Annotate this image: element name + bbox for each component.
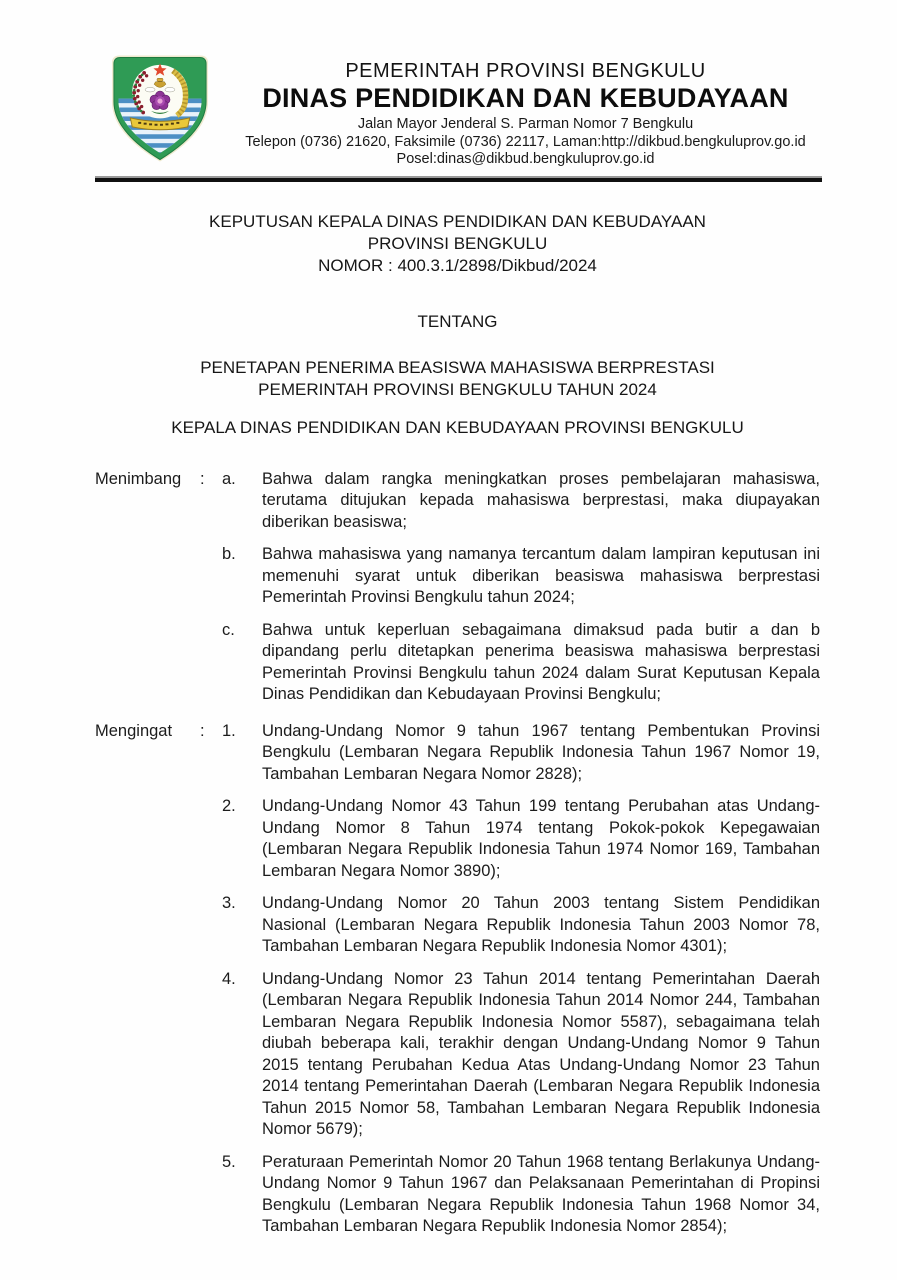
letterhead-contact: Telepon (0736) 21620, Faksimile (0736) 22117, Laman:http://dikbud.bengkuluprov.go.id xyxy=(245,133,806,150)
section-label: Menimbang xyxy=(95,469,182,488)
section-colon: : xyxy=(200,721,205,740)
legal-basis-item xyxy=(95,969,820,1141)
item-marker: a. xyxy=(222,469,236,488)
section-mengingat xyxy=(95,721,820,1238)
decree-body xyxy=(95,469,820,1238)
item-text: Undang-Undang Nomor 23 Tahun 2014 tentang Pemerintahan Daerah (Lembaran Negara Republik Indonesia Tahun 2014 Nomor 244, Tambahan Lembaran Negara Republik Indonesia Nomor 5587), sebagaimana telah diubah beberapa kali, terakhir dengan Undang-Undang Nomor 9 Tahun 2015 tentang Perubahan Kedua Atas Undang-Undang Nomor 23 Tahun 2014 tentang Pemerintahan Daerah (Lembaran Negara Republik Indonesia Tahun 2015 Nomor 58, Tambahan Lembaran Negara Republik Indonesia Nomor 5679); xyxy=(262,969,820,1138)
title-block xyxy=(95,211,820,439)
shield-emblem-icon xyxy=(110,55,210,162)
section-colon: : xyxy=(200,469,205,488)
item-text: Peraturaan Pemerintah Nomor 20 Tahun 1968 tentang Berlakunya Undang-Undang Nomor 9 Tahun 1967 dan Pelaksanaan Pemerintahan di Propinsi Bengkulu (Lembaran Negara Republik Indonesia Tahun 1968 Nomor 34, Tambahan Lembaran Negara Republik Indonesia Nomor 2854); xyxy=(262,1152,820,1235)
section-label: Mengingat xyxy=(95,721,173,740)
letterhead-department: DINAS PENDIDIKAN DAN KEBUDAYAAN xyxy=(262,83,789,113)
item-marker: 2. xyxy=(222,797,236,815)
decree-title-line1: KEPUTUSAN KEPALA DINAS PENDIDIKAN DAN KEBUDAYAAN xyxy=(209,211,706,231)
consideration-item xyxy=(95,544,820,609)
item-marker: 3. xyxy=(222,894,236,912)
section-menimbang xyxy=(95,469,820,706)
item-marker: b. xyxy=(222,545,236,563)
decree-subject-line1: PENETAPAN PENERIMA BEASISWA MAHASISWA BERPRESTASI xyxy=(200,357,715,377)
item-marker: c. xyxy=(222,620,235,639)
letterhead-text xyxy=(210,55,847,169)
item-text: Bahwa untuk keperluan sebagaimana dimaksud pada butir a dan b dipandang perlu ditetapkan penerima beasiswa mahasiswa berprestasi Pemerintah Provinsi Bengkulu tahun 2024 dalam Surat Keputusan Kepala Dinas Pendidikan dan Kebudayaan Provinsi Bengkulu; xyxy=(262,620,820,703)
legal-basis-item xyxy=(95,893,820,958)
letterhead-address: Jalan Mayor Jenderal S. Parman Nomor 7 Bengkulu xyxy=(357,116,694,132)
decree-title-line2: PROVINSI BENGKULU xyxy=(367,233,548,253)
letterhead-divider xyxy=(95,176,822,182)
decree-issuer: KEPALA DINAS PENDIDIKAN DAN KEBUDAYAAN PROVINSI BENGKULU xyxy=(171,417,744,437)
legal-basis-item xyxy=(95,721,820,786)
decree-about-label: TENTANG xyxy=(417,311,498,331)
consideration-item xyxy=(95,620,820,706)
item-text: Bahwa mahasiswa yang namanya tercantum dalam lampiran keputusan ini memenuhi syarat untuk diberikan beasiswa mahasiswa berprestasi Pemerintah Provinsi Bengkulu tahun 2024; xyxy=(262,545,820,606)
legal-basis-item xyxy=(95,1152,820,1238)
item-text: Undang-Undang Nomor 9 tahun 1967 tentang Pembentukan Provinsi Bengkulu (Lembaran Negara Republik Indonesia Tahun 1967 Nomor 19, Tambahan Lembaran Negara Nomor 2828); xyxy=(262,721,820,783)
consideration-item xyxy=(95,469,820,534)
item-text: Undang-Undang Nomor 43 Tahun 199 tentang Perubahan atas Undang-Undang Nomor 8 Tahun 1974 tentang Pokok-pokok Kepegawaian (Lembaran Negara Republik Indonesia Tahun 1974 Nomor 169, Tambahan Lembaran Negara Nomor 3890); xyxy=(262,797,820,880)
decree-subject-line2: PEMERINTAH PROVINSI BENGKULU TAHUN 2024 xyxy=(258,379,657,399)
bengkulu-emblem-logo xyxy=(110,55,210,167)
decree-number: NOMOR : 400.3.1/2898/Dikbud/2024 xyxy=(318,255,597,275)
item-marker: 4. xyxy=(222,969,236,988)
letterhead-email: Posel:dinas@dikbud.bengkuluprov.go.id xyxy=(396,151,655,167)
letterhead-government: PEMERINTAH PROVINSI BENGKULU xyxy=(345,60,706,82)
letterhead xyxy=(0,0,897,169)
item-marker: 1. xyxy=(222,721,236,740)
item-text: Undang-Undang Nomor 20 Tahun 2003 tentang Sistem Pendidikan Nasional (Lembaran Negara Republik Indonesia Tahun 2003 Nomor 78, Tambahan Lembaran Negara Republik Indonesia Nomor 4301); xyxy=(262,894,820,955)
legal-basis-item xyxy=(95,796,820,882)
item-text: Bahwa dalam rangka meningkatkan proses pembelajaran mahasiswa, terutama ditujukan kepada mahasiswa berprestasi, maka diupayakan diberikan beasiswa; xyxy=(262,469,820,531)
item-marker: 5. xyxy=(222,1152,236,1171)
